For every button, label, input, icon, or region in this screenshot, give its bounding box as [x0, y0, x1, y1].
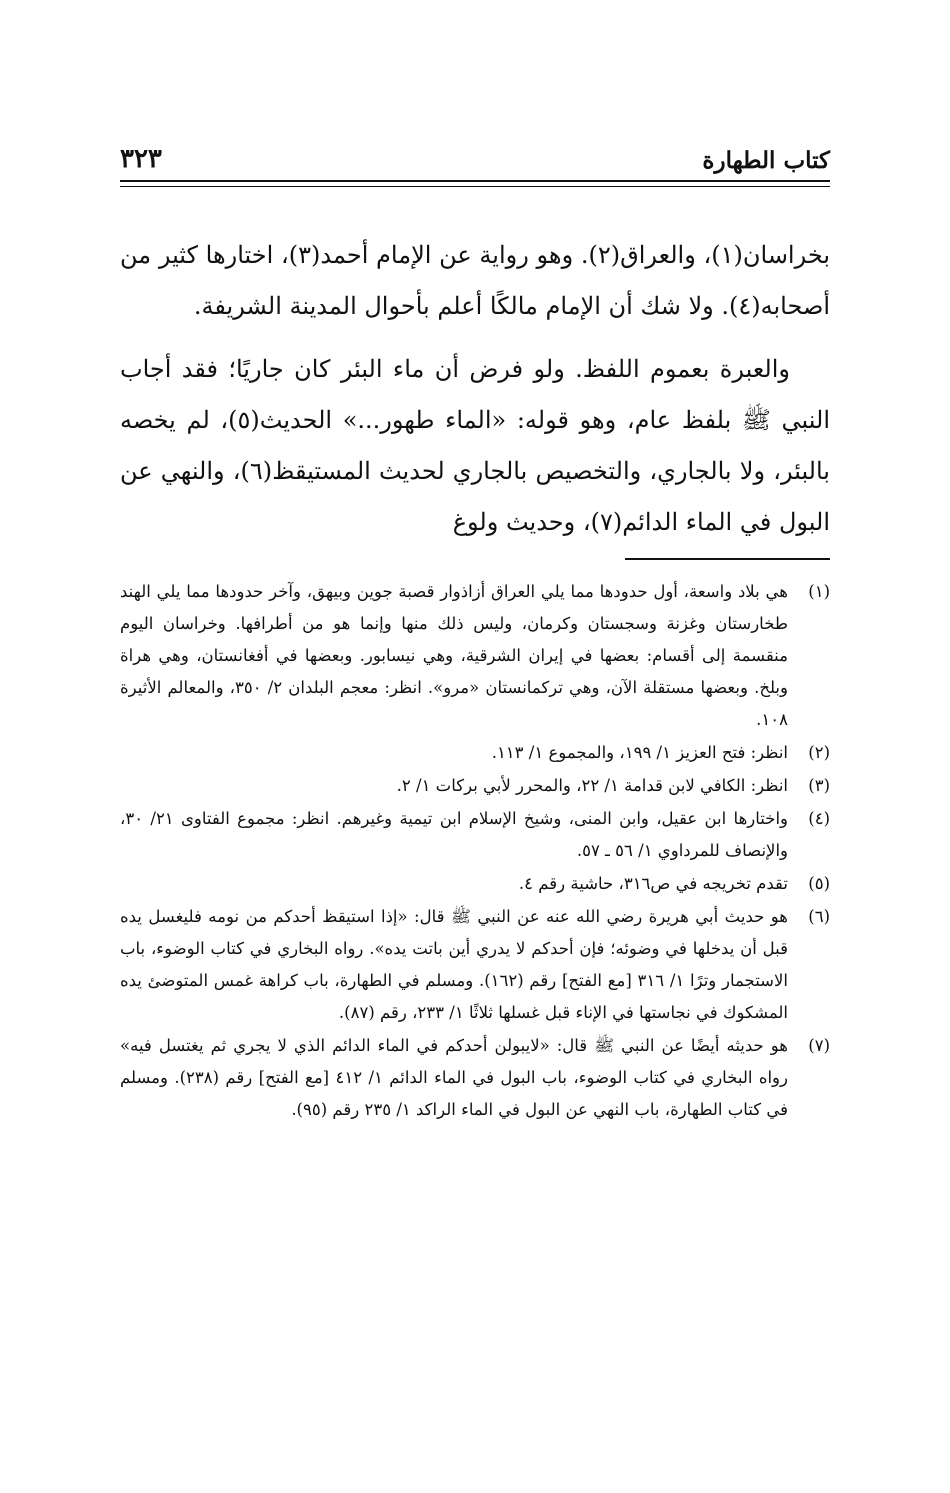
- footnote: [120, 868, 830, 900]
- footnotes: [120, 576, 830, 1127]
- footnote: [120, 737, 830, 769]
- footnote-number: (٣): [808, 776, 830, 795]
- footnote-text: واختارها ابن عقيل، وابن المنى، وشيخ الإسلام ابن تيمية وغيرهم. انظر: مجموع الفتاوى ٢١/ ٣٠، والإنصاف للمرداوي ١/ ٥٦ ـ ٥٧.: [120, 809, 788, 860]
- footnote-number: (٤): [808, 809, 830, 828]
- header-rule: [120, 180, 830, 182]
- footnote-number: (٧): [808, 1036, 830, 1055]
- footnote-text: هو حديث أبي هريرة رضي الله عنه عن النبي ﷺ قال: «إذا استيقظ أحدكم من نومه فليغسل يده قبل أن يدخلها في وضوئه؛ فإن أحدكم لا يدري أين باتت يده». رواه البخاري في كتاب الوضوء، باب الاستجمار وترًا ١/ ٣١٦ [مع الفتح] رقم (١٦٢). ومسلم في الطهارة، باب كراهة غمس المتوضئ يده المشكوك في نجاستها في الإناء قبل غسلها ثلاثًا ١/ ٢٣٣، رقم (٨٧).: [120, 907, 788, 1022]
- footnote-number: (١): [808, 582, 830, 601]
- footnote-number: (٥): [808, 874, 830, 893]
- footnote: [120, 803, 830, 867]
- footnote: [120, 576, 830, 736]
- footnote-text: تقدم تخريجه في ص٣١٦، حاشية رقم ٤.: [518, 874, 788, 893]
- main-text: [120, 230, 830, 548]
- header-rule-thin: [120, 186, 830, 187]
- running-title: كتاب الطهارة: [702, 147, 830, 174]
- body-paragraph: بخراسان(١)، والعراق(٢). وهو رواية عن الإمام أحمد(٣)، اختارها كثير من أصحابه(٤). ولا شك أن الإمام مالكًا أعلم بأحوال المدينة الشريفة.: [120, 241, 831, 320]
- footnote-text: هي بلاد واسعة، أول حدودها مما يلي العراق أزاذوار قصبة جوين وبيهق، وآخر حدودها مما يلي الهند طخارستان وغزنة وسجستان وكرمان، وليس ذلك منها وإنما هو من أطرافها. وخراسان اليوم منقسمة إلى أقسام: بعضها في إيران الشرقية، وهي نيسابور. وبعضها في أفغانستان، وهي هراة وبلخ. وبعضها مستقلة الآن، وهي تركمانستان «مرو». انظر: معجم البلدان ٢/ ٣٥٠، والمعالم الأثيرة ١٠٨.: [120, 582, 788, 729]
- footnote: [120, 901, 830, 1029]
- footnote: [120, 770, 830, 802]
- page-header: [120, 138, 830, 174]
- footnote: [120, 1030, 830, 1126]
- footnote-number: (٦): [808, 907, 830, 926]
- footnote-text: انظر: فتح العزيز ١/ ١٩٩، والمجموع ١/ ١١٣.: [491, 743, 788, 762]
- footnote-separator: [625, 558, 830, 560]
- body-paragraph: والعبرة بعموم اللفظ. ولو فرض أن ماء البئر كان جاريًا؛ فقد أجاب النبي ﷺ بلفظ عام، وهو قوله: «الماء طهور...» الحديث(٥)، لم يخصه بالبئر، ولا بالجاري، والتخصيص بالجاري لحديث المستيقظ(٦)، والنهي عن البول في الماء الدائم(٧)، وحديث ولوغ: [120, 355, 830, 536]
- footnote-text: انظر: الكافي لابن قدامة ١/ ٢٢، والمحرر لأبي بركات ١/ ٢.: [396, 776, 788, 795]
- footnote-text: هو حديثه أيضًا عن النبي ﷺ قال: «لايبولن أحدكم في الماء الدائم الذي لا يجري ثم يغتسل فيه» رواه البخاري في كتاب الوضوء، باب البول في الماء الدائم ١/ ٤١٢ [مع الفتح] رقم (٢٣٨). ومسلم في كتاب الطهارة، باب النهي عن البول في الماء الراكد ١/ ٢٣٥ رقم (٩٥).: [120, 1036, 788, 1119]
- page-number: ٣٢٣: [120, 144, 162, 174]
- footnote-number: (٢): [808, 743, 830, 762]
